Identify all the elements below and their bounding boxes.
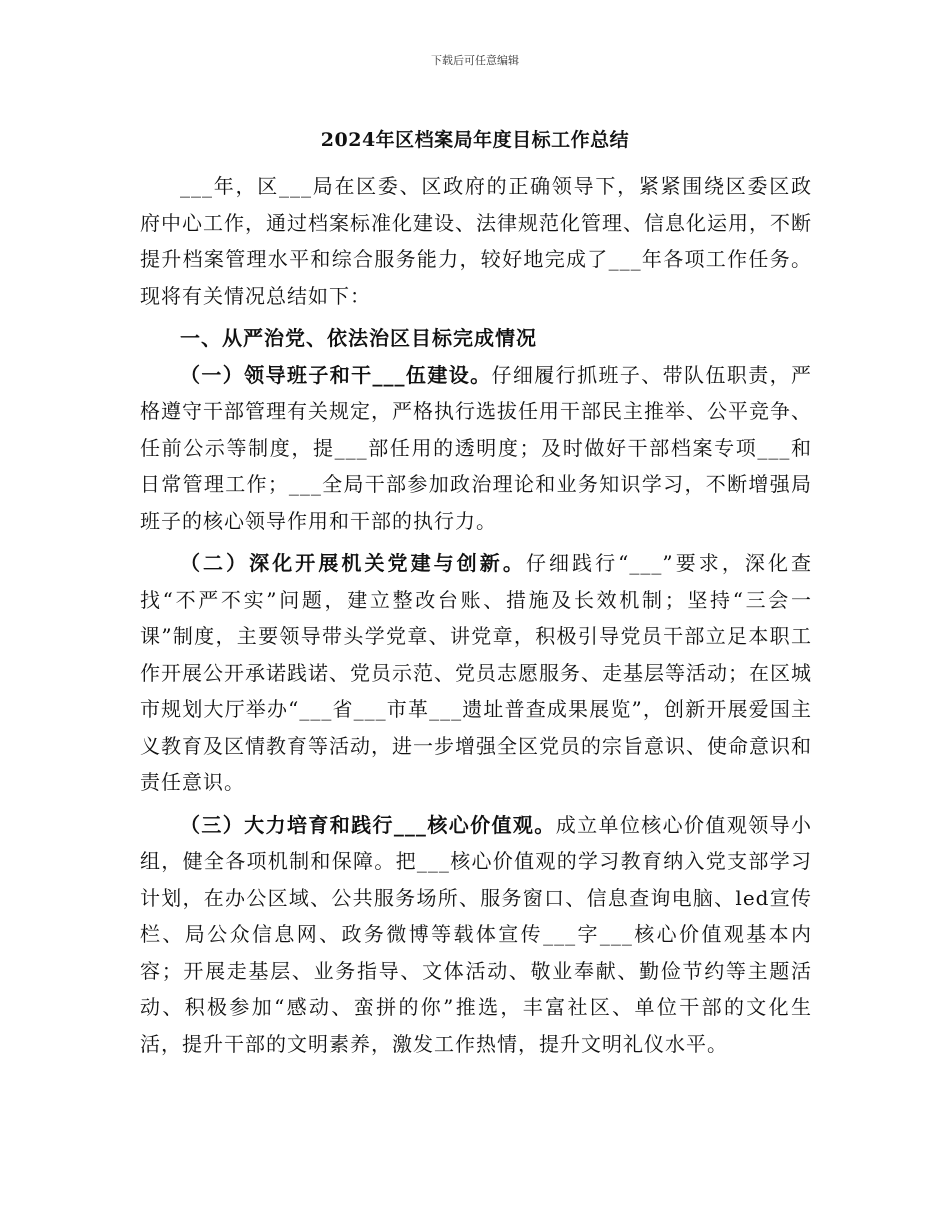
section-heading: 一、从严治党、依法治区目标完成情况 [180,326,537,350]
intro-paragraph [140,168,812,314]
header-note: 下载后可任意编辑 [431,54,519,67]
paragraph-party-building [140,545,812,801]
document-body [140,168,812,1068]
paragraph-lead: （二）深化开展机关党建与创新。 [180,551,526,575]
paragraph-core-values [140,807,812,1063]
paragraph-leadership [140,357,812,540]
paragraph-text: ___年，区___局在区委、区政府的正确领导下，紧紧围绕区委区政府中心工作，通过档案标准化建设、法律规范化管理、信息化运用，不断提升档案管理水平和综合服务能力，较好地完成了___年各项工作任务。现将有关情况总结如下： [140,174,812,308]
paragraph-text: 成立单位核心价值观领导小组，健全各项机制和保障。把___核心价值观的学习教育纳入党支部学习计划，在办公区域、公共服务场所、服务窗口、信息查询电脑、led宣传栏、局公众信息网、政务微博等载体宣传___字___核心价值观基本内容；开展走基层、业务指导、文体活动、敬业奉献、勤俭节约等主题活动、积极参加“感动、蛮拼的你”推选，丰富社区、单位干部的文化生活，提升干部的文明素养，激发工作热情，提升文明礼仪水平。 [140,812,813,1056]
paragraph-lead: （一）领导班子和干___伍建设。 [180,362,492,387]
document-title: 2024年区档案局年度目标工作总结 [320,129,630,151]
paragraph-text: 仔细履行抓班子、带队伍职责，严格遵守干部管理有关规定，严格执行选拔任用干部民主推举、公平竞争、任前公示等制度，提___部任用的透明度；及时做好干部档案专项___和日常管理工作；___全局干部参加政治理论和业务知识学习，不断增强局班子的核心领导作用和干部的执行力。 [140,362,812,533]
paragraph-text: 仔细践行“___”要求，深化查找“不严不实”问题，建立整改台账、措施及长效机制；坚持“三会一课”制度，主要领导带头学党章、讲党章，积极引导党员干部立足本职工作开展公开承诺践诺、党员示范、党员志愿服务、走基层等活动；在区城市规划大厅举办“___省___市革___遗址普查成果展览”，创新开展爱国主义教育及区情教育等活动，进一步增强全区党员的宗旨意识、使命意识和责任意识。 [140,551,813,794]
paragraph-lead: （三）大力培育和践行___核心价值观。 [180,812,556,837]
